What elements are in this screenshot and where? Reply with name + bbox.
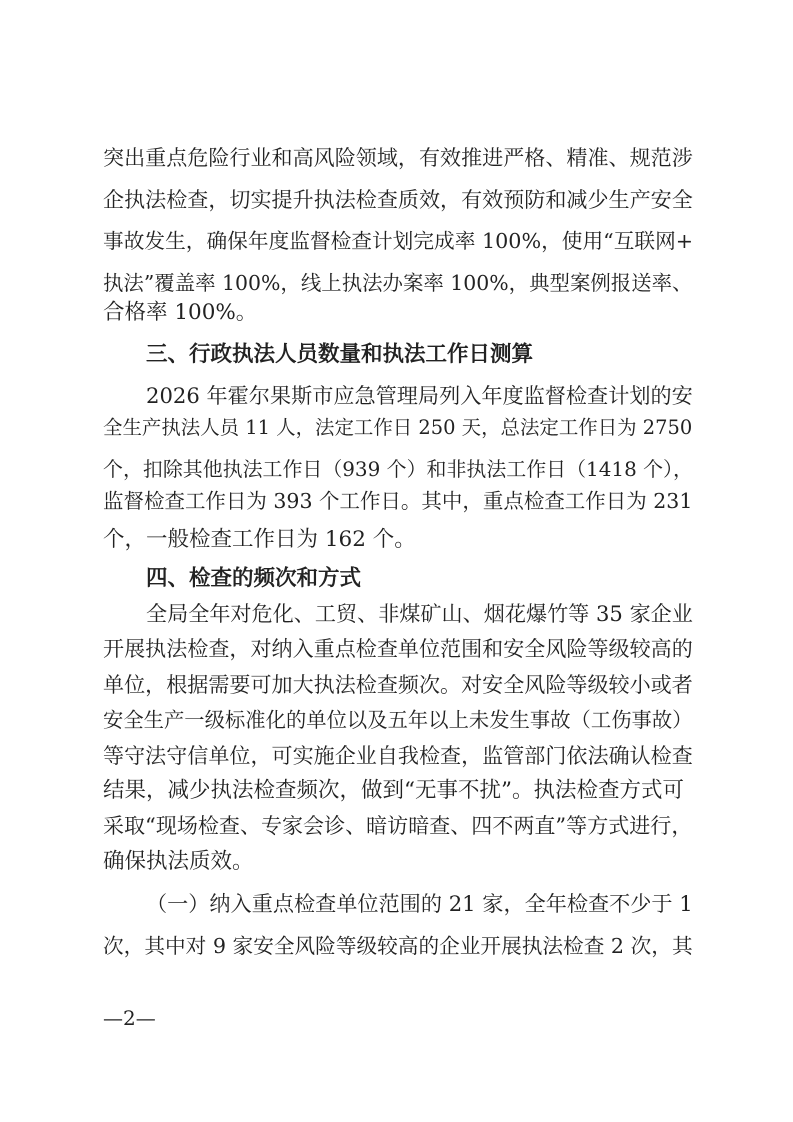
body-line: 开展执法检查，对纳入重点检查单位范围和安全风险等级较高的 [103, 636, 693, 661]
section-heading-4: 四、检查的频次和方式 [146, 566, 362, 591]
body-line: 个，一般检查工作日为 162 个。 [103, 527, 416, 552]
body-line: 监督检查工作日为 393 个工作日。其中，重点检查工作日为 231 [103, 489, 693, 513]
body-line: 等守法守信单位，可实施企业自我检查，监管部门依法确认检查 [103, 743, 693, 768]
body-line: 全局全年对危化、工贸、非煤矿山、烟花爆竹等 35 家企业 [146, 601, 693, 626]
body-line: 个，扣除其他执法工作日（939 个）和非执法工作日（1418 个）， [103, 457, 693, 481]
body-line: 结果，减少执法检查频次，做到“无事不扰”。执法检查方式可 [103, 778, 684, 803]
body-line: 突出重点危险行业和高风险领域，有效推进严格、精准、规范涉 [103, 145, 693, 170]
body-line: 采取“现场检查、专家会诊、暗访暗查、四不两直”等方式进行， [103, 813, 693, 838]
body-line: 次，其中对 9 家安全风险等级较高的企业开展执法检查 2 次，其 [103, 934, 693, 958]
body-line: 企执法检查，切实提升执法检查质效，有效预防和减少生产安全 [103, 187, 693, 212]
body-line: 全生产执法人员 11 人，法定工作日 250 天，总法定工作日为 2750 [103, 416, 693, 439]
body-line: 事故发生，确保年度监督检查计划完成率 100%，使用“互联网+ [103, 229, 694, 253]
body-line: 单位，根据需要可加大执法检查频次。对安全风险等级较小或者 [103, 672, 693, 697]
body-line: 2026 年霍尔果斯市应急管理局列入年度监督检查计划的安 [146, 383, 693, 408]
body-line: 执法”覆盖率 100%，线上执法办案率 100%，典型案例报送率、 [103, 271, 693, 295]
body-line: 安全生产一级标准化的单位以及五年以上未发生事故（工伤事故） [103, 708, 693, 732]
body-line: 确保执法质效。 [103, 849, 254, 874]
section-heading-3: 三、行政执法人员数量和执法工作日测算 [146, 342, 534, 367]
page-number: —2— [103, 1006, 156, 1030]
body-line: （一）纳入重点检查单位范围的 21 家，全年检查不少于 1 [146, 891, 693, 916]
body-line: 合格率 100%。 [103, 300, 258, 325]
